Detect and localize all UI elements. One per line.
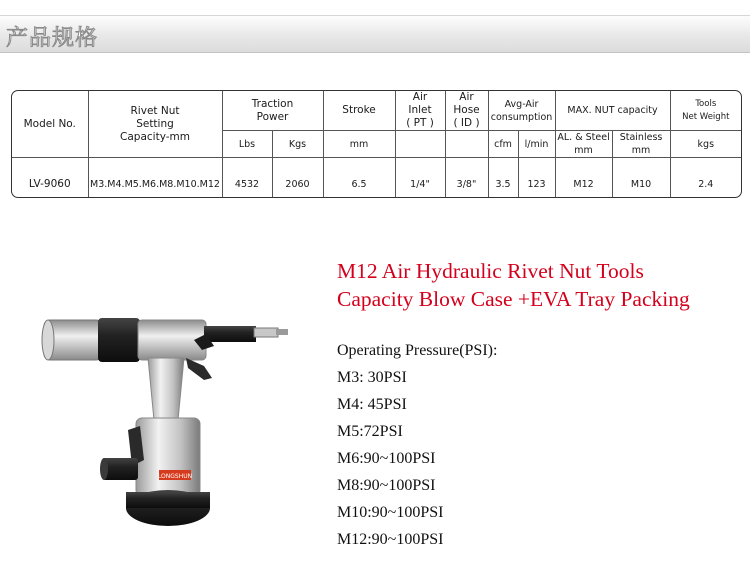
header-al-steel: [555, 131, 612, 158]
spec-table: [12, 91, 741, 198]
header-air-inlet-line: Inlet: [408, 104, 432, 116]
cell-cfm: 3.5: [488, 158, 518, 199]
header-tools-line: Net Weight: [682, 111, 730, 122]
header-al-steel-label: AL. & Steel: [557, 132, 610, 143]
pressure-item: M6:90~100PSI: [337, 450, 436, 467]
header-air-hose-unit: [445, 131, 488, 158]
cell-air-inlet: 1/4": [395, 158, 445, 199]
header-avg-air: [488, 91, 555, 131]
header-tools-unit: kgs: [670, 131, 741, 158]
header-air-inlet-unit: [395, 131, 445, 158]
pressure-item: M3: 30PSI: [337, 369, 407, 386]
header-cfm: cfm: [488, 131, 518, 158]
product-headline: [337, 257, 747, 313]
header-avg-air-line: consumption: [490, 111, 553, 123]
header-air-hose-line: ( ID ): [453, 117, 480, 129]
table-row: [12, 158, 741, 199]
header-stainless: [612, 131, 670, 158]
header-max-nut: MAX. NUT capacity: [555, 91, 670, 131]
header-capacity: [88, 91, 222, 158]
cell-capacity: M3.M4.M5.M6.M8.M10.M12: [88, 158, 222, 199]
header-capacity-line: Setting: [136, 117, 174, 130]
header-al-steel-unit: mm: [574, 145, 593, 156]
header-tools-weight: [670, 91, 741, 131]
header-air-inlet-line: Air: [412, 91, 428, 103]
header-kgs: Kgs: [272, 131, 323, 158]
pressure-item: M10:90~100PSI: [337, 504, 444, 521]
section-banner: [0, 15, 750, 53]
headline-line: Capacity Blow Case +EVA Tray Packing: [337, 287, 690, 311]
pressure-item: M5:72PSI: [337, 423, 403, 440]
cell-air-hose: 3/8": [445, 158, 488, 199]
pressure-list: [337, 337, 637, 553]
header-traction-line: Power: [256, 110, 289, 123]
header-traction-line: Traction: [251, 97, 294, 110]
pressure-title: Operating Pressure(PSI):: [337, 342, 498, 359]
cell-stainless: M10: [612, 158, 670, 199]
header-air-inlet-line: ( PT ): [406, 117, 434, 129]
header-air-hose-line: Hose: [453, 104, 480, 116]
cell-stroke: 6.5: [323, 158, 395, 199]
header-stainless-label: Stainless: [619, 132, 663, 143]
headline-line: M12 Air Hydraulic Rivet Nut Tools: [337, 259, 644, 283]
header-capacity-line: Capacity-mm: [120, 130, 190, 143]
brand-label: LONGSHUN: [157, 473, 193, 480]
header-tools-line: Tools: [695, 98, 717, 109]
cell-lmin: 123: [518, 158, 555, 199]
banner-title: 产品规格: [6, 26, 99, 51]
pressure-item: M12:90~100PSI: [337, 531, 444, 548]
cell-kgs: 2060: [272, 158, 323, 199]
rivet-nut-tool-image: [36, 290, 311, 540]
header-stroke: Stroke: [323, 91, 395, 131]
cell-lbs: 4532: [222, 158, 272, 199]
header-traction: [222, 91, 323, 131]
header-air-hose: [445, 91, 488, 131]
header-stroke-unit: mm: [323, 131, 395, 158]
header-model: Model No.: [12, 91, 88, 158]
header-lbs: Lbs: [222, 131, 272, 158]
pressure-item: M8:90~100PSI: [337, 477, 436, 494]
spec-table-container: [11, 90, 742, 198]
header-stainless-unit: mm: [631, 145, 651, 156]
pressure-item: M4: 45PSI: [337, 396, 407, 413]
header-capacity-line: Rivet Nut: [130, 104, 180, 117]
header-air-inlet: [395, 91, 445, 131]
header-air-hose-line: Air: [459, 91, 474, 103]
header-lmin: l/min: [518, 131, 555, 158]
cell-model: LV-9060: [12, 158, 88, 199]
cell-al-steel: M12: [555, 158, 612, 199]
header-avg-air-line: Avg-Air: [504, 98, 539, 110]
cell-weight: 2.4: [670, 158, 741, 199]
